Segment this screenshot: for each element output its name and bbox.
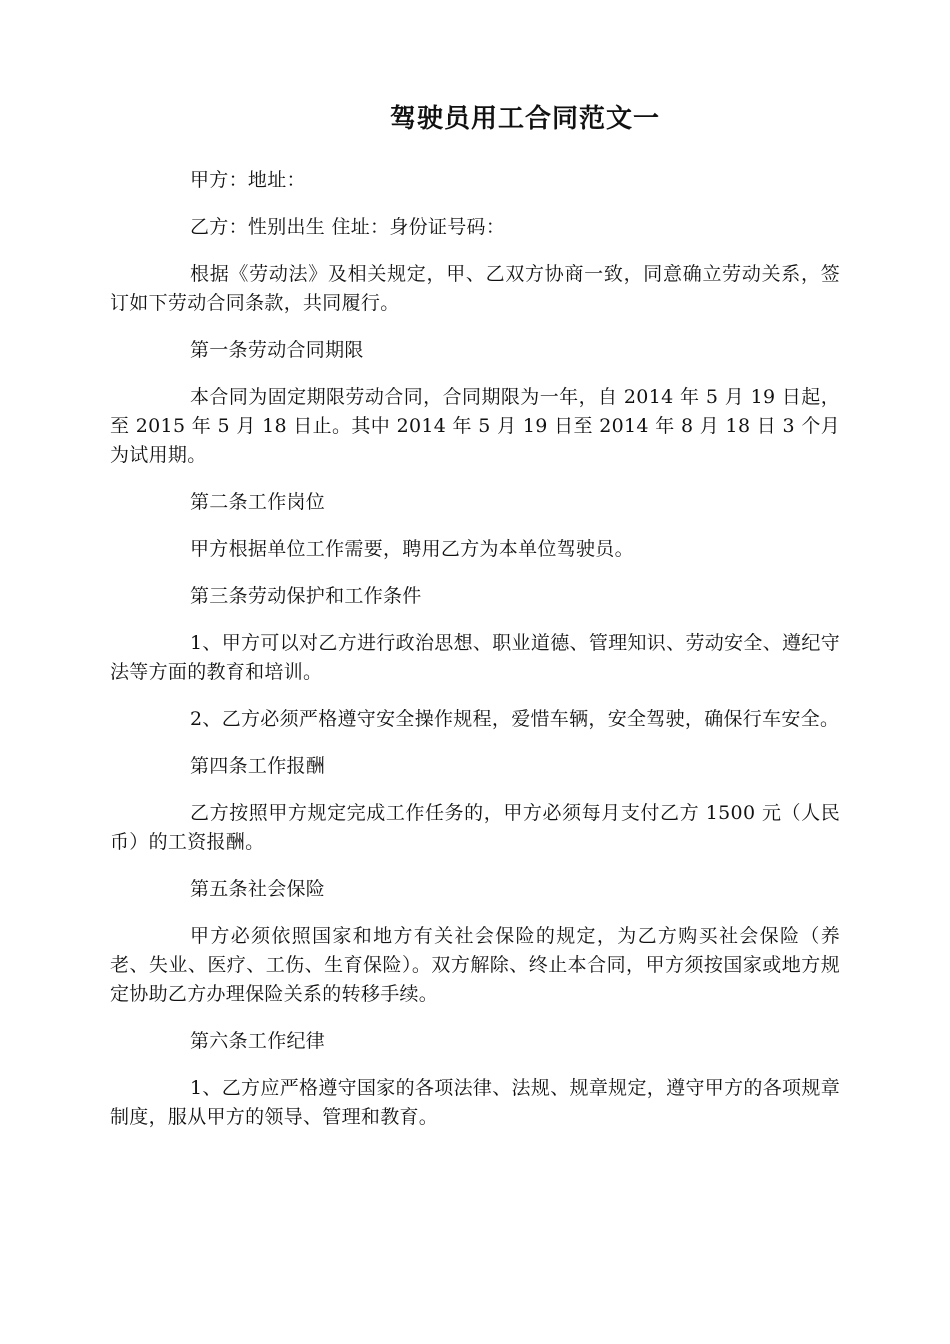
article-5-paragraph: 甲方必须依照国家和地方有关社会保险的规定，为乙方购买社会保险（养老、失业、医疗、工伤、生育保险）。双方解除、终止本合同，甲方须按国家或地方规定协助乙方办理保险关系的转移手续。 — [110, 925, 840, 1005]
article-5-heading: 第五条社会保险 — [190, 878, 326, 900]
article-4-heading: 第四条工作报酬 — [190, 755, 326, 777]
article-4-paragraph: 乙方按照甲方规定完成工作任务的，甲方必须每月支付乙方 1500 元（人民 币）的工资报酬。 — [110, 802, 840, 853]
article-6-item-1: 1、乙方应严格遵守国家的各项法律、法规、规章规定，遵守甲方的各项规章制度，服从甲方的领导、管理和教育。 — [110, 1077, 840, 1128]
article-2-paragraph: 甲方根据单位工作需要，聘用乙方为本单位驾驶员。 — [190, 538, 634, 560]
article-1-paragraph: 本合同为固定期限劳动合同，合同期限为一年，自 2014 年 5 月 19 日起，至 2015 年 5 月 18 日止。其中 2014 年 5 月 19 日至 2014 年 8 月 18 日 3 个月为试用期。 — [110, 386, 840, 466]
party-a-line: 甲方：地址： — [190, 169, 306, 191]
article-3-item-1: 1、甲方可以对乙方进行政治思想、职业道德、管理知识、劳动安全、遵纪守法等方面的教育和培训。 — [110, 632, 840, 683]
article-3-item-2: 2、乙方必须严格遵守安全操作规程，爱惜车辆，安全驾驶，确保行车安全。 — [190, 708, 840, 730]
preamble-paragraph: 根据《劳动法》及相关规定，甲、乙双方协商一致，同意确立劳动关系，签订如下劳动合同条款，共同履行。 — [110, 263, 840, 314]
party-b-line: 乙方：性别出生 住址：身份证号码： — [190, 216, 506, 238]
document-title: 驾驶员用工合同范文一 — [389, 104, 660, 134]
article-1-heading: 第一条劳动合同期限 — [190, 339, 364, 361]
article-3-heading: 第三条劳动保护和工作条件 — [190, 585, 422, 607]
document-body — [110, 166, 840, 1150]
article-2-heading: 第二条工作岗位 — [190, 491, 326, 513]
article-6-heading: 第六条工作纪律 — [190, 1030, 326, 1052]
